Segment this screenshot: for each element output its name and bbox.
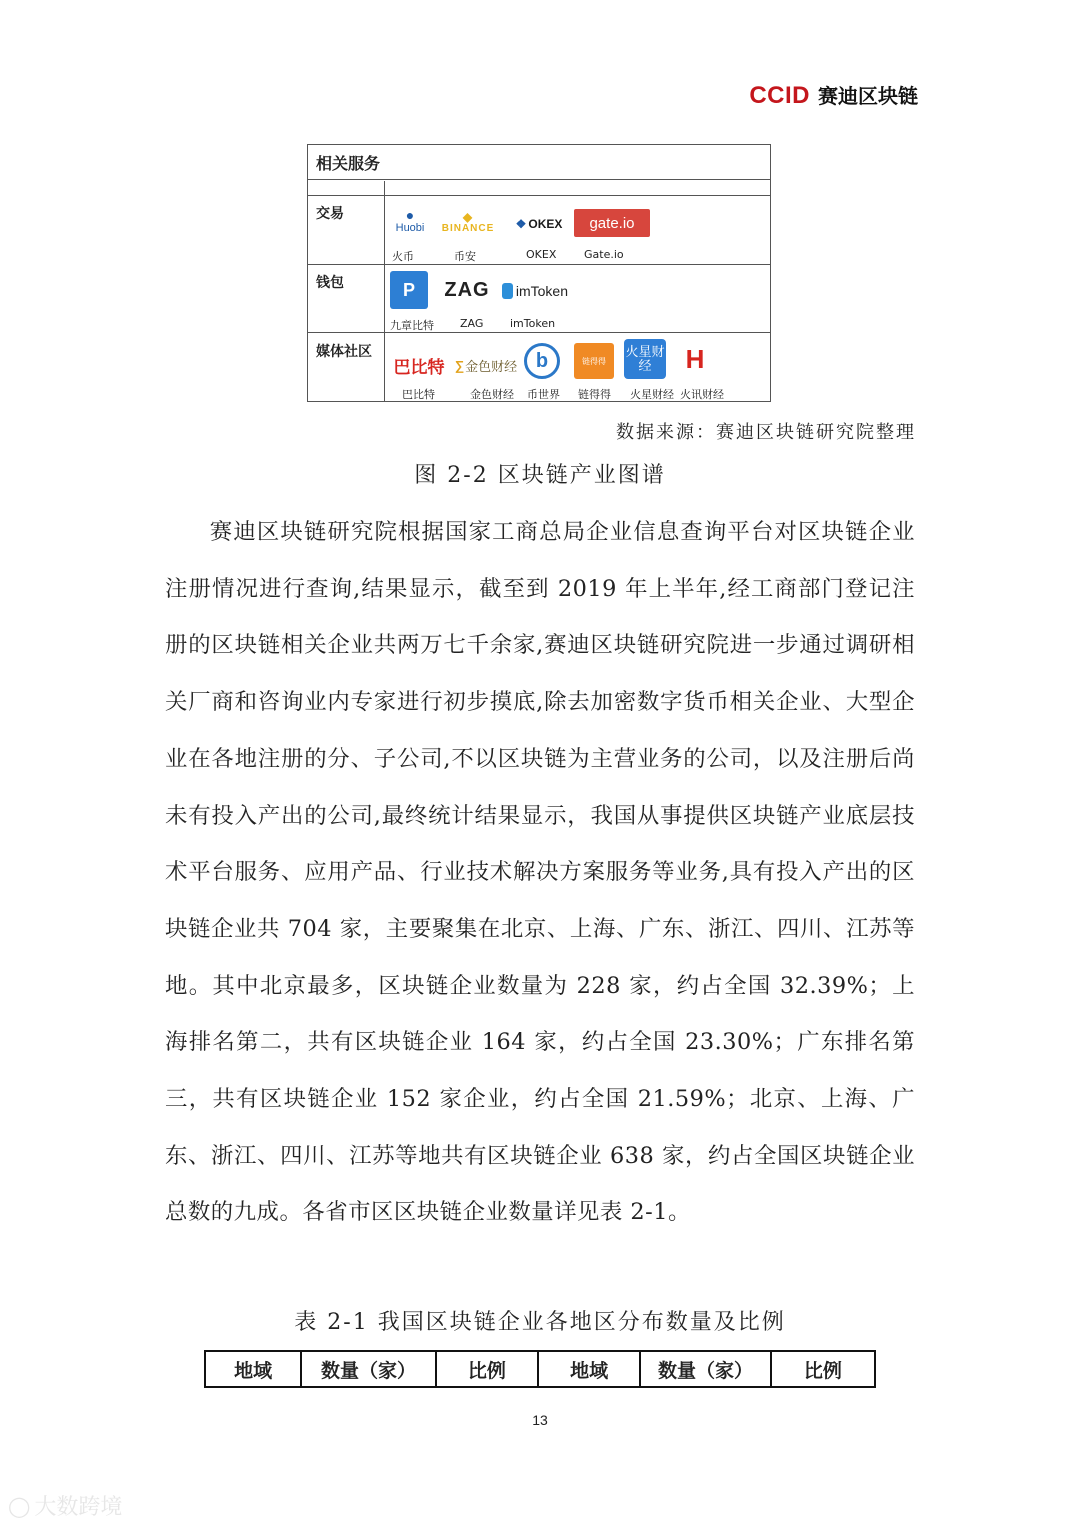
page-number: 13 [532, 1412, 548, 1428]
jinse-logo: ∑ 金色财经 [454, 357, 518, 374]
caption-babite: 巴比特 [402, 388, 435, 401]
imtoken-logo: imToken [502, 279, 568, 303]
caption-okex: OKEX [526, 248, 557, 261]
brand-latin: CCID [749, 82, 810, 109]
row-label-exchange: 交易 [316, 206, 344, 222]
bishijie-logo: b [524, 343, 560, 379]
source-note: 数据来源：赛迪区块链研究院整理 [616, 422, 916, 443]
table-caption: 表 2-1 我国区块链企业各地区分布数量及比例 [294, 1310, 786, 1335]
okex-logo: ❖ OKEX [515, 217, 563, 231]
huoxun-logo: H [685, 344, 705, 374]
huoxing-logo: 火星财经 [624, 339, 666, 379]
brand-cn: 赛迪区块链 [818, 86, 918, 108]
services-figure [307, 144, 771, 402]
caption-zag: ZAG [460, 317, 484, 330]
watermark-icon: ◯ [8, 1493, 31, 1518]
caption-bishijie: 币世界 [527, 388, 560, 401]
caption-huoxing: 火星财经 [630, 388, 674, 401]
table-header-row [205, 1351, 875, 1387]
liandede-logo: 链得得 [574, 343, 614, 379]
zag-logo: ZAG [444, 278, 490, 301]
th-ratio-2: 比例 [771, 1351, 875, 1387]
header-brand [749, 80, 918, 110]
binance-logo: ◆ BINANCE [441, 209, 495, 234]
caption-jiuzhang: 九章比特 [390, 319, 434, 332]
caption-gateio: Gate.io [584, 248, 624, 261]
caption-binance: 币安 [454, 250, 476, 263]
gateio-logo: gate.io [574, 209, 650, 237]
figure-caption: 图 2-2 区块链产业图谱 [414, 463, 666, 488]
row-label-media: 媒体社区 [316, 344, 372, 360]
th-region: 地域 [205, 1351, 301, 1387]
row-label-wallet: 钱包 [316, 275, 344, 291]
th-count: 数量（家） [301, 1351, 435, 1387]
caption-huobi: 火币 [392, 250, 414, 263]
babite-logo: 巴比特 [393, 357, 445, 377]
th-region-2: 地域 [538, 1351, 640, 1387]
th-ratio: 比例 [436, 1351, 538, 1387]
watermark-text: 大数跨境 [34, 1495, 123, 1520]
caption-jinse: 金色财经 [470, 388, 514, 401]
watermark [8, 1490, 122, 1521]
caption-huoxun: 火讯财经 [680, 388, 724, 401]
caption-imtoken: imToken [510, 317, 556, 330]
region-table [204, 1350, 876, 1388]
caption-liandede: 链得得 [578, 388, 611, 401]
jiuzhang-logo: P [390, 271, 428, 309]
th-count-2: 数量（家） [640, 1351, 770, 1387]
body-paragraph: 赛迪区块链研究院根据国家工商总局企业信息查询平台对区块链企业注册情况进行查询,结果显示，截至到 2019 年上半年,经工商部门登记注册的区块链相关企业共两万七千余家,赛迪区块链研究院进一步通过调研相关厂商和咨询业内专家进行初步摸底,除去加密数字货币相关企业、大型企业在各地注册的分、子公司,不以区块链为主营业务的公司，以及注册后尚未有投入产出的公司,最终统计结果显示，我国从事提供区块链产业底层技术平台服务、应用产品、行业技术解决方案服务等业务,具有投入产出的区块链企业共 704 家，主要聚集在北京、上海、广东、浙江、四川、江苏等地。其中北京最多，区块链企业数量为 228 家，约占全国 32.39%；上海排名第二，共有区块链企业 164 家，约占全国 23.30%；广东排名第三，共有区块链企业 152 家企业，约占全国 21.59%；北京、上海、广东、浙江、四川、江苏等地共有区块链企业 638 家，约占全国区块链企业总数的九成。各省市区区块链企业数量详见表 2-1。 [165, 519, 915, 1226]
huobi-logo: ● Huobi [395, 207, 425, 234]
services-title: 相关服务 [316, 154, 381, 173]
